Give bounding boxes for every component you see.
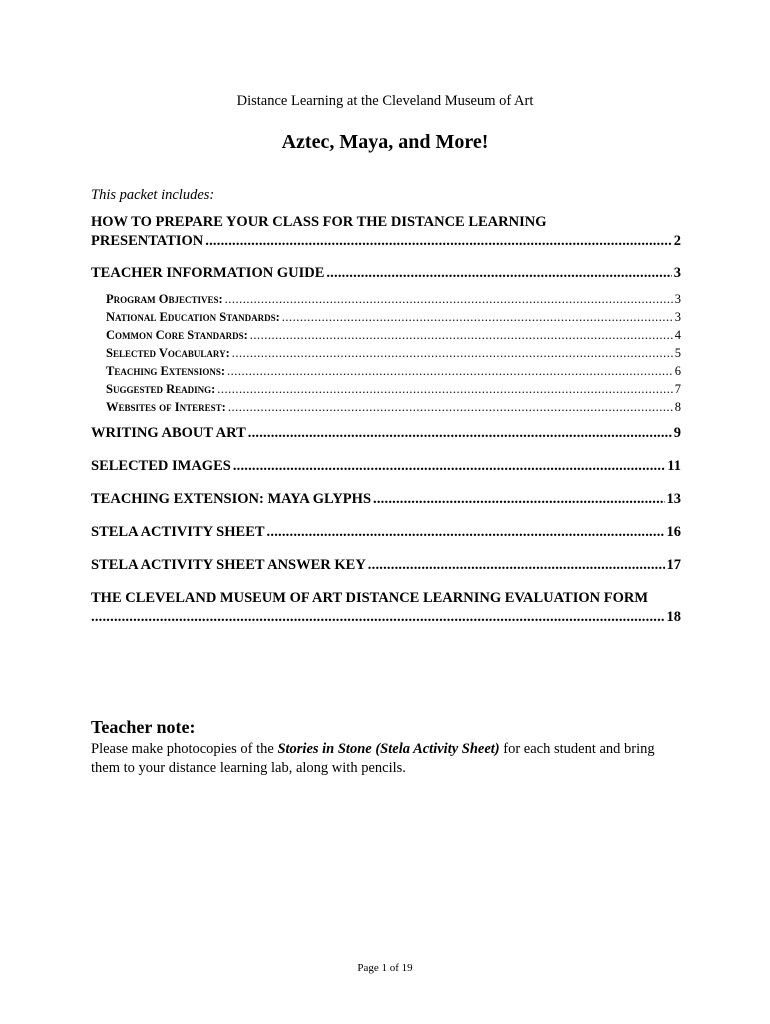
toc-page-number: 18	[666, 609, 681, 625]
note-text-before: Please make photocopies of the	[91, 741, 278, 757]
toc-entry-stela-answer-key[interactable]	[91, 557, 681, 574]
dot-leader	[326, 266, 671, 281]
toc-entry-label: Suggested Reading:	[106, 382, 216, 396]
toc-page-number: 3	[674, 310, 681, 324]
toc-subentry-common-core[interactable]	[106, 328, 681, 343]
toc-subentry-national-standards[interactable]	[106, 310, 681, 325]
toc-page-number: 13	[666, 491, 681, 507]
dot-leader	[368, 558, 665, 573]
toc-entry-writing-about-art[interactable]	[91, 425, 681, 442]
dot-leader	[267, 525, 665, 540]
teacher-note-heading: Teacher note:	[91, 717, 196, 737]
dot-leader	[232, 347, 673, 360]
teacher-note-text	[91, 740, 687, 778]
toc-entry-label: SELECTED IMAGES	[91, 458, 231, 474]
dot-leader	[233, 459, 665, 474]
toc-entry-label: Selected Vocabulary:	[106, 346, 230, 360]
dot-leader	[248, 426, 672, 441]
toc-entry-label: TEACHER INFORMATION GUIDE	[91, 265, 325, 281]
packet-intro: This packet includes:	[91, 187, 215, 203]
toc-entry-evaluation-line1[interactable]: THE CLEVELAND MUSEUM OF ART DISTANCE LEARNING EVALUATION FORM	[91, 590, 649, 606]
toc-page-number: 8	[674, 400, 681, 414]
toc-page-number: 4	[674, 328, 681, 342]
toc-entry-label: STELA ACTIVITY SHEET ANSWER KEY	[91, 557, 366, 573]
dot-leader	[227, 365, 673, 378]
dot-leader	[373, 492, 664, 507]
dot-leader	[217, 383, 672, 396]
toc-entry-maya-glyphs[interactable]	[91, 491, 681, 508]
toc-entry-label: Websites of Interest:	[106, 400, 226, 414]
toc-page-number: 2	[673, 233, 681, 249]
document-subtitle: Distance Learning at the Cleveland Museum of Art	[236, 93, 534, 109]
toc-entry-evaluation[interactable]	[91, 609, 681, 626]
toc-entry-label: Common Core Standards:	[106, 328, 248, 342]
toc-page-number: 16	[666, 524, 681, 540]
toc-entry-label: WRITING ABOUT ART	[91, 425, 246, 441]
toc-entry-prepare[interactable]	[91, 233, 681, 250]
toc-entry-stela-activity[interactable]	[91, 524, 681, 541]
toc-subentry-suggested-reading[interactable]	[106, 382, 681, 397]
dot-leader	[205, 234, 671, 249]
dot-leader	[225, 293, 673, 306]
toc-page-number: 11	[667, 458, 681, 474]
note-text-after: for each student and bring them to your distance learning lab, along with pencils.	[91, 741, 655, 776]
toc-entry-label: STELA ACTIVITY SHEET	[91, 524, 265, 540]
toc-subentry-websites[interactable]	[106, 400, 681, 415]
toc-page-number: 6	[674, 364, 681, 378]
page-footer: Page 1 of 19	[357, 962, 413, 974]
note-emphasis: Stories in Stone (Stela Activity Sheet)	[277, 741, 500, 757]
toc-entry-label: TEACHING EXTENSION: MAYA GLYPHS	[91, 491, 372, 507]
toc-entry-label: PRESENTATION	[91, 233, 204, 249]
dot-leader	[282, 311, 673, 324]
dot-leader	[250, 329, 673, 342]
toc-entry-label: Program Objectives:	[106, 292, 223, 306]
toc-subentry-vocabulary[interactable]	[106, 346, 681, 361]
toc-page-number: 3	[673, 265, 681, 281]
toc-entry-label: Teaching Extensions:	[106, 364, 225, 378]
toc-entry-teacher-guide[interactable]	[91, 265, 681, 282]
toc-entry-prepare-line1[interactable]: HOW TO PREPARE YOUR CLASS FOR THE DISTANCE LEARNING	[91, 214, 547, 230]
toc-entry-label: National Education Standards:	[106, 310, 280, 324]
document-title: Aztec, Maya, and More!	[281, 131, 489, 153]
toc-page-number: 3	[674, 292, 681, 306]
dot-leader	[228, 401, 673, 414]
toc-page-number: 5	[674, 346, 681, 360]
dot-leader	[91, 610, 665, 625]
toc-subentry-program-objectives[interactable]	[106, 292, 681, 307]
toc-page-number: 17	[666, 557, 681, 573]
toc-subentry-teaching-extensions[interactable]	[106, 364, 681, 379]
toc-page-number: 7	[674, 382, 681, 396]
toc-page-number: 9	[673, 425, 681, 441]
toc-entry-selected-images[interactable]	[91, 458, 681, 475]
